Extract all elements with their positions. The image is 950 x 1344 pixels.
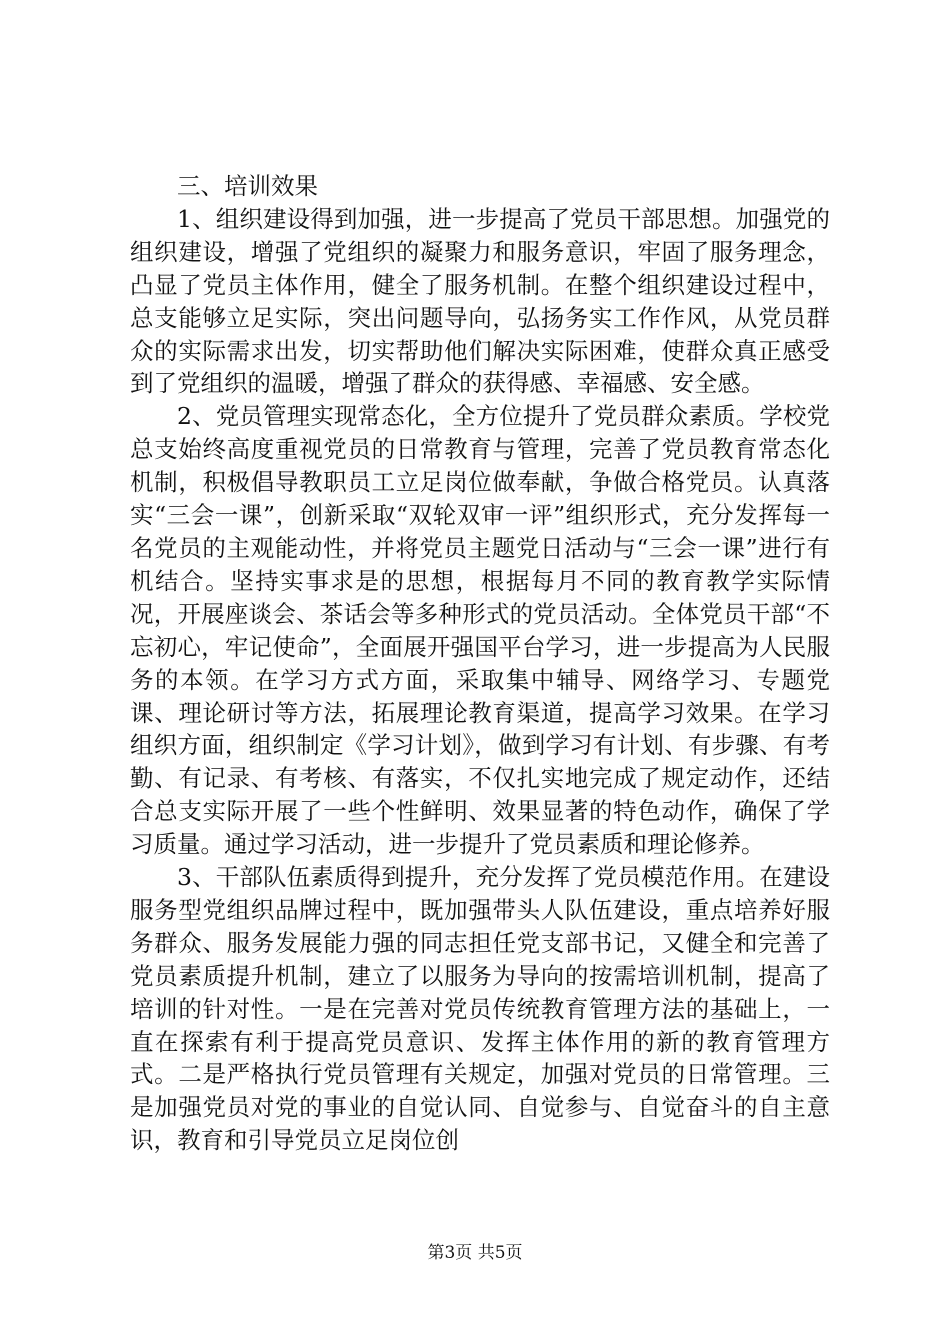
page-footer: 第3页 共5页	[427, 1243, 523, 1263]
paragraph-member-management: 2、党员管理实现常态化，全方位提升了党员群众素质。学校党总支始终高度重视党员的日常教育与管理，完善了党员教育常态化机制，积极倡导教职员工立足岗位做奉献，争做合格党员。认真落实“三会一课”，创新采取“双轮双审一评”组织形式，充分发挥每一名党员的主观能动性，并将党员主题党日活动与“三会一课”进行有机结合。坚持实事求是的思想，根据每月不同的教育教学实际情况，开展座谈会、茶话会等多种形式的党员活动。全体党员干部“不忘初心，牢记使命”，全面展开强国平台学习，进一步提高为人民服务的本领。在学习方式方面，采取集中辅导、网络学习、专题党课、理论研讨等方法，拓展理论教育渠道，提高学习效果。在学习组织方面，组织制定《学习计划》，做到学习有计划、有步骤、有考勤、有记录、有考核、有落实，不仅扎实地完成了规定动作，还结合总支实际开展了一些个性鲜明、效果显著的特色动作，确保了学习质量。通过学习活动，进一步提升了党员素质和理论修养。	[130, 402, 830, 859]
paragraph-cadre-quality: 3、干部队伍素质得到提升，充分发挥了党员模范作用。在建设服务型党组织品牌过程中，既加强带头人队伍建设，重点培养好服务群众、服务发展能力强的同志担任党支部书记，又健全和完善了党员素质提升机制，建立了以服务为导向的按需培训机制，提高了培训的针对性。一是在完善对党员传统教育管理方法的基础上，一直在探索有利于提高党员意识、发挥主体作用的新的教育管理方式。二是严格执行党员管理有关规定，加强对党员的日常管理。三是加强党员对党的事业的自觉认同、自觉参与、自觉奋斗的自主意识，教育和引导党员立足岗位创	[130, 863, 830, 1155]
paragraph-organization: 1、组织建设得到加强，进一步提高了党员干部思想。加强党的组织建设，增强了党组织的凝聚力和服务意识，牢固了服务理念，凸显了党员主体作用，健全了服务机制。在整个组织建设过程中，总支能够立足实际，突出问题导向，弘扬务实工作作风，从党员群众的实际需求出发，切实帮助他们解决实际困难，使群众真正感受到了党组织的温暖，增强了群众的获得感、幸福感、安全感。	[130, 204, 830, 398]
document-body	[130, 170, 830, 1157]
section-heading: 三、培训效果	[177, 172, 318, 200]
